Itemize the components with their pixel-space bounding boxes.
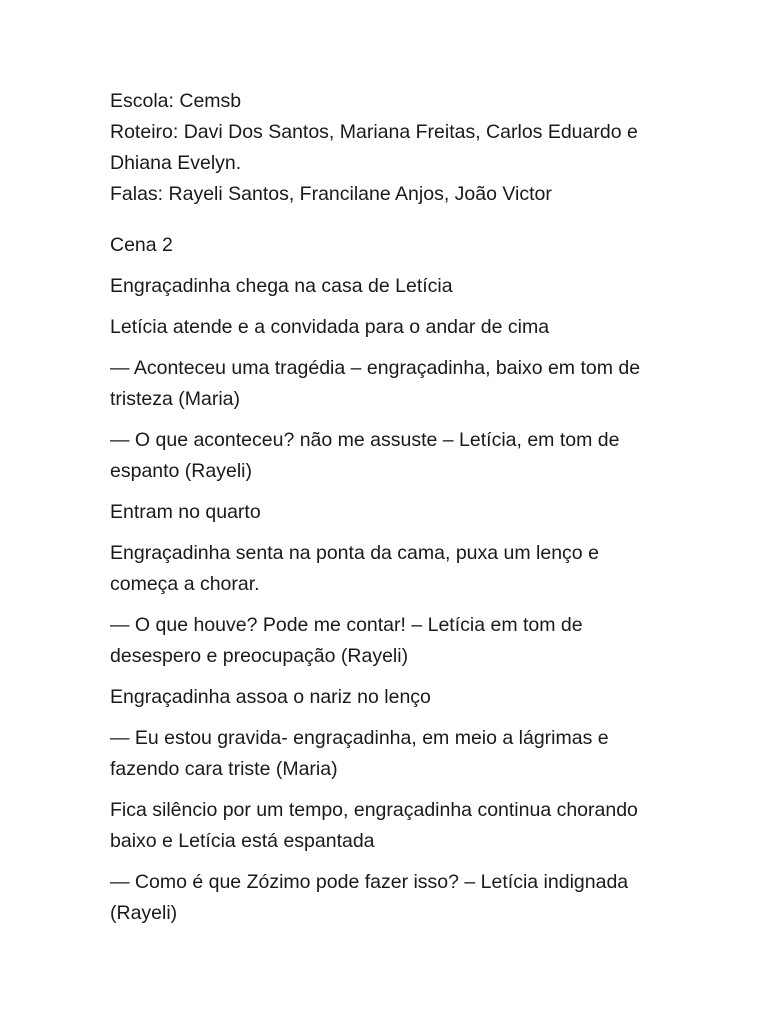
dialogue-line: — O que aconteceu? não me assuste – Letícia, em tom de espanto (Rayeli) — [110, 429, 620, 482]
voices-line: Falas: Rayeli Santos, Francilane Anjos, João Victor — [110, 183, 552, 205]
stage-direction: Engraçadinha assoa o nariz no lenço — [110, 686, 431, 708]
school-line: Escola: Cemsb — [110, 90, 242, 112]
dialogue-line: — O que houve? Pode me contar! – Letícia em tom de desespero e preocupação (Rayeli) — [110, 614, 583, 667]
scene-title: Cena 2 — [110, 234, 173, 256]
stage-direction: Engraçadinha chega na casa de Letícia — [110, 275, 453, 297]
document-page — [110, 86, 670, 939]
stage-direction: Fica silêncio por um tempo, engraçadinha continua chorando baixo e Letícia está espantada — [110, 799, 638, 852]
stage-direction: Letícia atende e a convidada para o andar de cima — [110, 316, 550, 338]
dialogue-line: — Aconteceu uma tragédia – engraçadinha, baixo em tom de tristeza (Maria) — [110, 357, 641, 410]
dialogue-line: — Como é que Zózimo pode fazer isso? – Letícia indignada (Rayeli) — [110, 871, 629, 924]
document-header — [110, 86, 670, 210]
dialogue-line: — Eu estou gravida- engraçadinha, em meio a lágrimas e fazendo cara triste (Maria) — [110, 727, 609, 780]
stage-direction: Entram no quarto — [110, 501, 261, 523]
stage-direction: Engraçadinha senta na ponta da cama, puxa um lenço e começa a chorar. — [110, 542, 599, 595]
script-authors-line: Roteiro: Davi Dos Santos, Mariana Freitas, Carlos Eduardo e Dhiana Evelyn. — [110, 121, 638, 174]
